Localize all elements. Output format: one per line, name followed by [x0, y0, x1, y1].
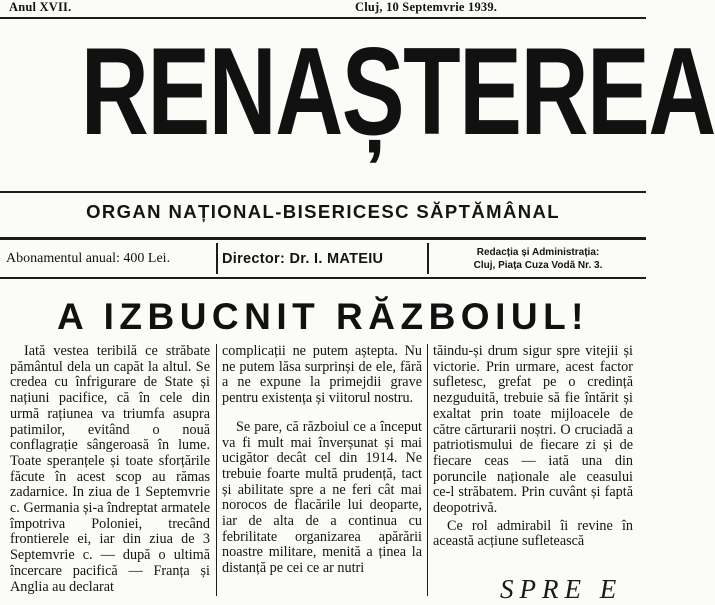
col2-paragraph-2: Se pare, că războiul ce a început va fi mult mai înverșunat și mai ucigător decât cel din 1914. Ne trebuie foarte multă prudență, tact și abilitate spre a ne feri cât mai norocos de flacările lui deoparte, iar de alta de a continua cu febrilitate organizarea apărării noastre militare, menită a ținea la distanță pe cei ce ar nutri [222, 418, 422, 577]
director-name: Director: Dr. I. MATEIU [222, 250, 384, 267]
office-title: Redacția și Administrația: [476, 246, 600, 258]
infobar-divider-left [216, 243, 218, 274]
column-divider-2 [427, 344, 428, 596]
article-headline: A IZBUCNIT RĂZBOIUL! [56, 296, 589, 337]
article-column-2 [222, 344, 422, 596]
infobar-rule-bottom [0, 277, 646, 279]
infobar-rule-top [0, 237, 646, 240]
editorial-office [432, 243, 644, 274]
article-column-3 [433, 344, 633, 596]
col1-paragraph: Iată vestea teribilă ce străbate pământul dela un capăt la altul. Se credea cu înfrigurare de State și națiuni pacifice, că în cele din urmă rațiunea va triumfa asupra patimilor, evitând o nouă conflagrație sângeroasă în lume. Toate speranțele și toate sforțările făcute în acest scop au rămas zadarnice. In ziua de 1 Septemvrie c. Germania și-a îndreptat armatele împotriva Poloniei, trecând frontierele ei, iar din ziua de 3 Septemvrie c. — după o ultimă încercare pacifică — Franța și Anglia au declarat [10, 343, 210, 595]
col3-paragraph-2: Ce rol admirabil îi revine în această acțiune sufletească [433, 517, 633, 550]
masthead-title: RENAȘTEREA [80, 23, 715, 161]
subscription-price: Abonamentul anual: 400 Lei. [6, 250, 171, 266]
masthead-subtitle: ORGAN NAȚIONAL-BISERICESC SĂPTĂMÂNAL [86, 201, 560, 222]
issue-date: Cluj, 10 Septemvrie 1939. [355, 0, 498, 14]
infobar-divider-right [427, 243, 429, 274]
office-address: Cluj, Piața Cuza Vodă Nr. 3. [473, 259, 603, 271]
issue-year: Anul XVII. [9, 0, 72, 14]
subtitle-rule-top [0, 191, 646, 193]
col2-paragraph-1: complicații ne putem aștepta. Nu ne putem lăsa surprinși de ele, fără a ne expune la primejdii grave pentru existența și viitorul nostru. [222, 343, 422, 407]
next-article-heading: SPRE E [500, 574, 623, 604]
article-column-1 [10, 344, 210, 596]
col3-paragraph-1: tăindu-și drum sigur spre vitejii și victorie. Prin urmare, acest factor sufletesc, grefat pe o credință nezguduită, trebuie să fie întărit și exaltat prin toate mijloacele de către cărturarii noștri. O cruciadă a patriotismului de fiecare zi și de fiecare ceas — iată una din poruncile naționale ale ceasului ce-l străbatem. Prin cuvânt și faptă deopotrivă. [433, 343, 633, 517]
column-divider-1 [216, 344, 217, 596]
